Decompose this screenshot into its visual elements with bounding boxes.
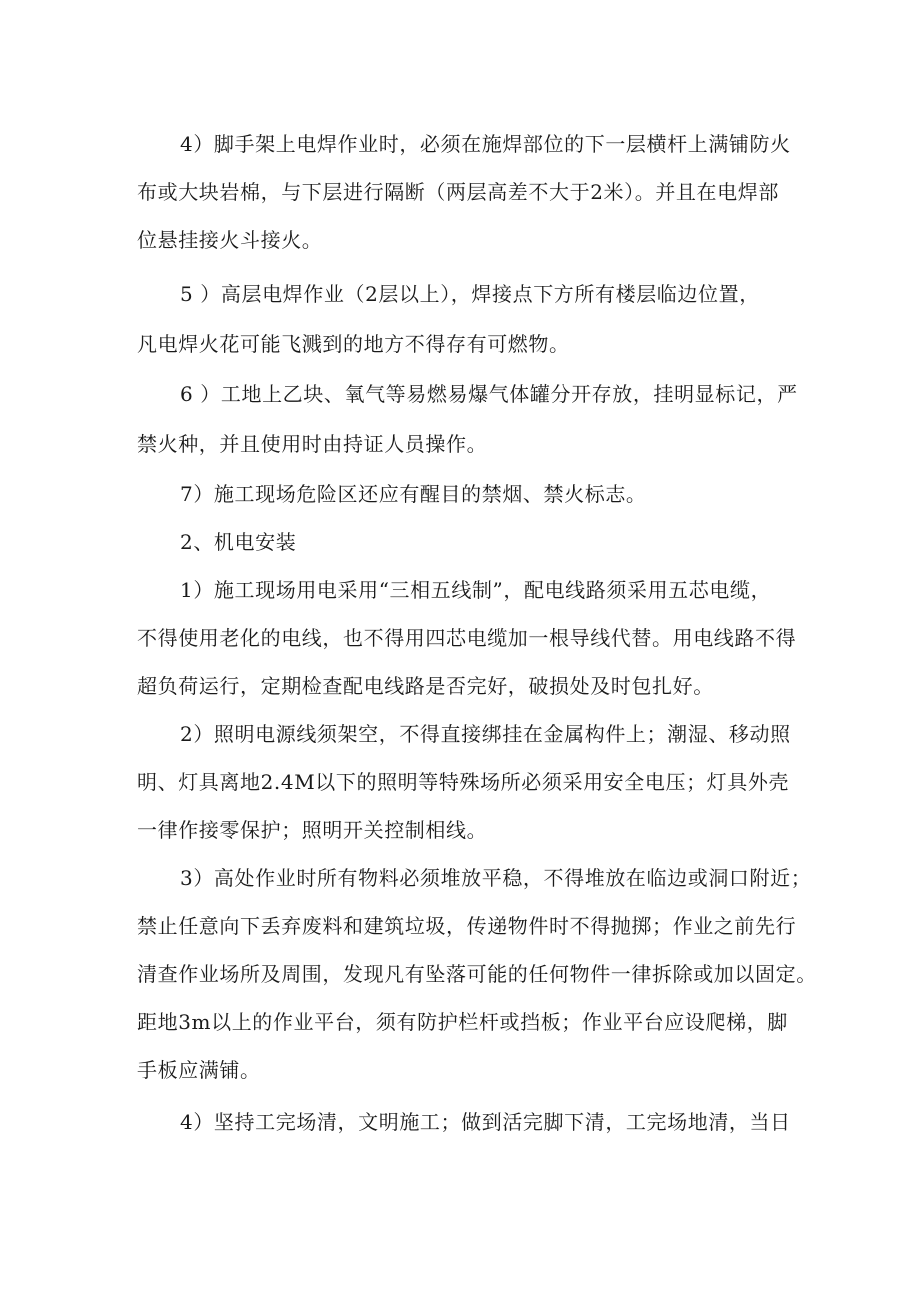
text-line: 禁火种，并且使用时由持证人员操作。 [137,432,488,456]
text-line: 5 ）高层电焊作业（2层以上），焊接点下方所有楼层临边位置， [180,282,760,306]
text-line: 1）施工现场用电采用“三相五线制”，配电线路须采用五芯电缆， [180,578,772,602]
section-heading: 2、机电安装 [180,530,297,554]
text-line: 超负荷运行，定期检查配电线路是否完好，破损处及时包扎好。 [137,674,714,698]
text-line: 4）脚手架上电焊作业时，必须在施焊部位的下一层横杆上满铺防火 [180,132,791,156]
text-line: 7）施工现场危险区还应有醒目的禁烟、禁火标志。 [180,482,647,506]
text-line: 凡电焊火花可能飞溅到的地方不得存有可燃物。 [137,332,570,356]
text-line: 禁止任意向下丢弃废料和建筑垃圾，传递物件时不得抛掷；作业之前先行 [137,914,797,938]
text-line: 4）坚持工完场清，文明施工；做到活完脚下清，工完场地清，当日 [180,1110,791,1134]
text-line: 2）照明电源线须架空，不得直接绑挂在金属构件上；潮湿、移动照 [180,722,791,746]
text-line: 一律作接零保护；照明开关控制相线。 [137,818,488,842]
text-line: 3）高处作业时所有物料必须堆放平稳，不得堆放在临边或洞口附近； [180,866,812,890]
text-line: 距地3m以上的作业平台，须有防护栏杆或挡板；作业平台应设爬梯，脚 [137,1010,788,1034]
text-line: 6 ）工地上乙块、氧气等易燃易爆气体罐分开存放，挂明显标记，严 [180,382,798,406]
text-line: 清查作业场所及周围，发现凡有坠落可能的任何物件一律拆除或加以固定。 [137,962,817,986]
text-line: 手板应满铺。 [137,1058,261,1082]
text-line: 明、灯具离地2.4M以下的照明等特殊场所必须采用安全电压；灯具外壳 [137,770,790,794]
text-line: 位悬挂接火斗接火。 [137,228,323,252]
text-line: 不得使用老化的电线，也不得用四芯电缆加一根导线代替。用电线路不得 [137,626,797,650]
text-line: 布或大块岩棉，与下层进行隔断（两层高差不大于2米）。并且在电焊部 [137,180,779,204]
